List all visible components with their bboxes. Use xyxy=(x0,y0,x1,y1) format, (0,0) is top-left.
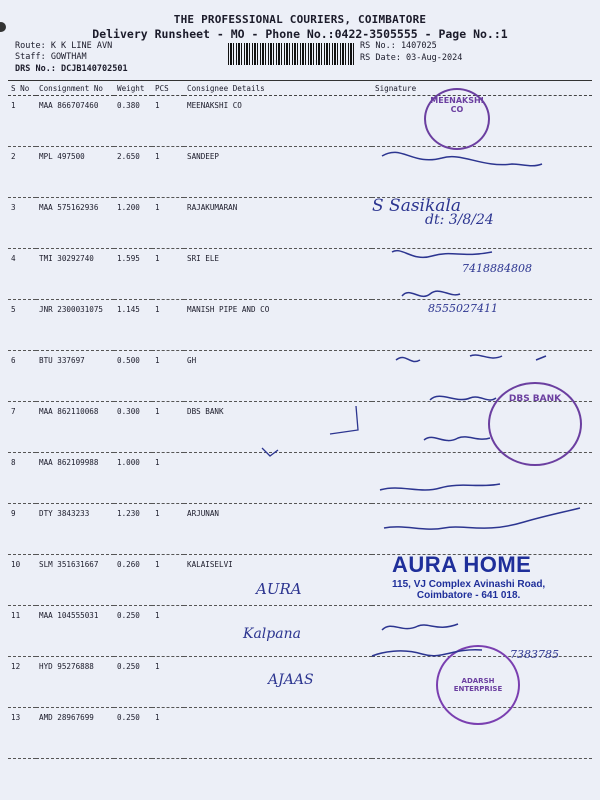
row-pcs: 1 xyxy=(152,402,184,453)
col-sno: S No xyxy=(8,81,36,96)
row-sno: 10 xyxy=(8,555,36,606)
signature-row4-phone: 7418884808 xyxy=(462,262,532,275)
row-pcs: 1 xyxy=(152,198,184,249)
row-pcs: 1 xyxy=(152,351,184,402)
signature-row3-date: dt: 3/8/24 xyxy=(425,212,494,228)
aura-name: AURA HOME xyxy=(392,552,532,577)
row-sno: 11 xyxy=(8,606,36,657)
dbs-stamp-text: DBS BANK xyxy=(508,394,562,404)
row-pcs: 1 xyxy=(152,300,184,351)
row-weight: 0.380 xyxy=(114,96,152,147)
row-consignment-no: MAA 862110068 xyxy=(36,402,114,453)
row-consignee: ARJUNAN xyxy=(184,504,372,555)
row-consignee: GH xyxy=(184,351,372,402)
runsheet-subtitle: Delivery Runsheet - MO - Phone No.:0422-3505555 - Page No.:1 xyxy=(92,27,508,41)
rs-date: RS Date: 03-Aug-2024 xyxy=(360,53,463,63)
row-weight: 0.500 xyxy=(114,351,152,402)
row-sno: 3 xyxy=(8,198,36,249)
row-sno: 2 xyxy=(8,147,36,198)
row-sno: 7 xyxy=(8,402,36,453)
row-weight: 2.650 xyxy=(114,147,152,198)
aura-address: 115, VJ Complex Avinashi Road, xyxy=(392,579,546,590)
row-sno: 12 xyxy=(8,657,36,708)
row-sno: 6 xyxy=(8,351,36,402)
row-pcs: 1 xyxy=(152,708,184,759)
signature-row11: AURA xyxy=(256,580,302,598)
row-consignee: SRI ELE xyxy=(184,249,372,300)
drs-number: DRS No.: DCJB140702501 xyxy=(15,64,128,74)
row-pcs: 1 xyxy=(152,606,184,657)
row-consignee: RAJAKUMARAN xyxy=(184,198,372,249)
row-consignment-no: AMD 28967699 xyxy=(36,708,114,759)
row-weight: 1.200 xyxy=(114,198,152,249)
col-signature: Signature xyxy=(372,81,592,96)
row-consignment-no: JNR 2300031075 xyxy=(36,300,114,351)
row-weight: 0.300 xyxy=(114,402,152,453)
signature-row5-phone: 8555027411 xyxy=(428,302,498,315)
row-sno: 5 xyxy=(8,300,36,351)
staff-label: Staff: GOWTHAM xyxy=(15,52,87,62)
row-pcs: 1 xyxy=(152,555,184,606)
row-sno: 13 xyxy=(8,708,36,759)
rs-number: RS No.: 1407025 xyxy=(360,41,437,51)
signature-row13: AJAAS xyxy=(268,672,314,688)
row-consignment-no: HYD 95276888 xyxy=(36,657,114,708)
row-pcs: 1 xyxy=(152,249,184,300)
row-consignment-no: TMI 30292740 xyxy=(36,249,114,300)
row-weight: 0.250 xyxy=(114,606,152,657)
row-weight: 0.250 xyxy=(114,708,152,759)
col-consignment: Consignment No xyxy=(36,81,114,96)
adarsh-stamp-text: ADARSH ENTERPRISE xyxy=(453,677,503,693)
row-pcs: 1 xyxy=(152,504,184,555)
col-pcs: PCS xyxy=(152,81,184,96)
row-consignment-no: SLM 351631667 xyxy=(36,555,114,606)
row-weight: 1.000 xyxy=(114,453,152,504)
meenakshi-stamp-text: MEENAKSHI CO xyxy=(430,96,484,114)
row-consignee: DBS BANK xyxy=(184,402,372,453)
company-title: THE PROFESSIONAL COURIERS, COIMBATORE xyxy=(173,13,427,26)
row-consignment-no: BTU 337697 xyxy=(36,351,114,402)
col-consignee: Consignee Details xyxy=(184,81,372,96)
signature-row3: S Sasikala xyxy=(372,196,462,216)
row-pcs: 1 xyxy=(152,147,184,198)
row-consignment-no: DTY 3843233 xyxy=(36,504,114,555)
route-label: Route: K K LINE AVN xyxy=(15,41,113,51)
aura-city: Coimbatore - 641 018. xyxy=(416,590,521,601)
signature-row13-phone: 7383785 xyxy=(510,648,559,661)
row-sno: 1 xyxy=(8,96,36,147)
col-weight: Weight xyxy=(114,81,152,96)
row-consignee: MANISH PIPE AND CO xyxy=(184,300,372,351)
row-weight: 0.250 xyxy=(114,657,152,708)
row-consignment-no: MAA 575162936 xyxy=(36,198,114,249)
row-sno: 8 xyxy=(8,453,36,504)
row-consignee: MEENAKSHI CO xyxy=(184,96,372,147)
row-weight: 1.595 xyxy=(114,249,152,300)
row-weight: 1.230 xyxy=(114,504,152,555)
row-pcs: 1 xyxy=(152,96,184,147)
row-sno: 9 xyxy=(8,504,36,555)
row-consignee: SANDEEP xyxy=(184,147,372,198)
signature-row12: Kalpana xyxy=(243,626,301,642)
row-consignment-no: MAA 862109988 xyxy=(36,453,114,504)
row-pcs: 1 xyxy=(152,453,184,504)
row-consignment-no: MAA 866707460 xyxy=(36,96,114,147)
row-consignment-no: MPL 497500 xyxy=(36,147,114,198)
row-weight: 1.145 xyxy=(114,300,152,351)
row-weight: 0.260 xyxy=(114,555,152,606)
row-consignee: KALAISELVI xyxy=(184,555,372,606)
row-sno: 4 xyxy=(8,249,36,300)
row-consignment-no: MAA 104555031 xyxy=(36,606,114,657)
row-pcs: 1 xyxy=(152,657,184,708)
